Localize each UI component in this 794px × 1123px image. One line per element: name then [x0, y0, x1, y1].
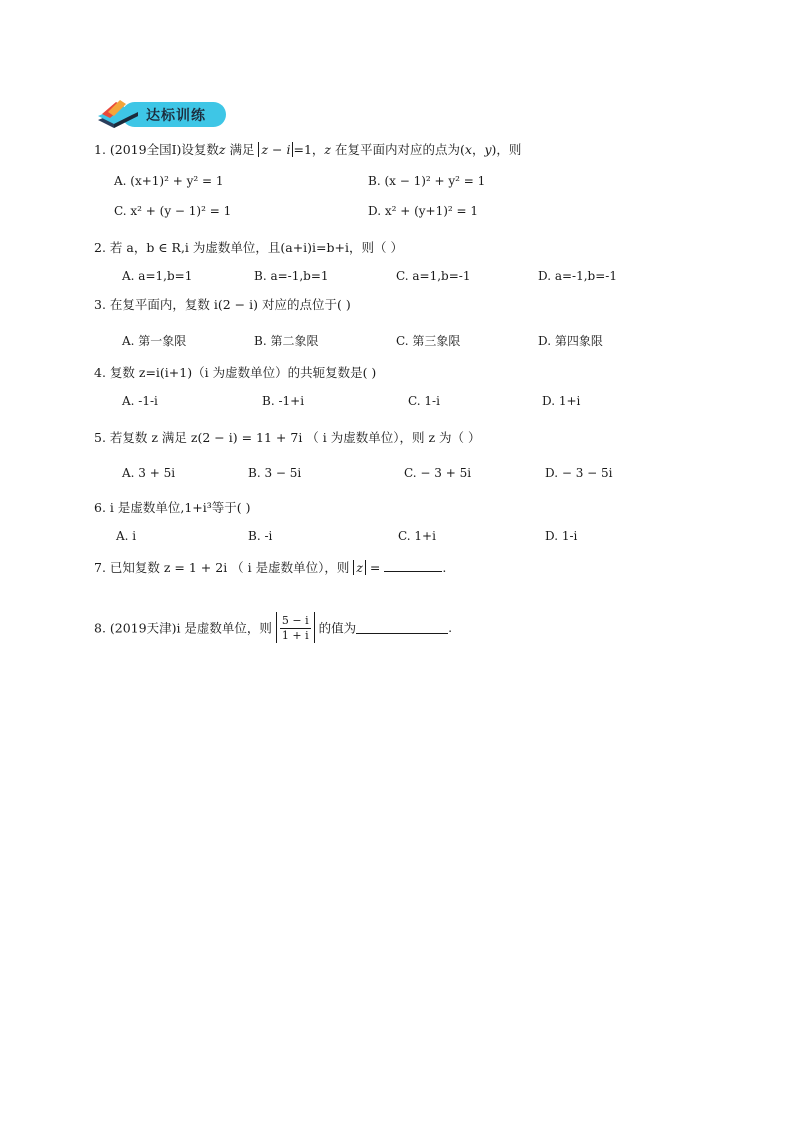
q8-abs-fraction: $\frac{5 - i}{1 + i}$	[276, 612, 315, 643]
q3-option-d[interactable]: D. 第四象限	[538, 334, 603, 348]
q4-option-d[interactable]: D. 1+i	[542, 394, 581, 408]
q8-stem: 8. (2019天津)i 是虚数单位，则 $\frac{5 - i}{1 + i}$ 的值为 .	[94, 614, 453, 642]
q3-stem: 3. 在复平面内，复数 i(2 − i) 对应的点位于( )	[94, 297, 351, 312]
q2-option-d[interactable]: D. a=-1,b=-1	[538, 269, 617, 283]
q1-stem: 1. (2019全国Ⅰ)设复数z 满足 z − i =1，z 在复平面内对应的点为(x，y)，则	[94, 142, 522, 157]
q4-option-b[interactable]: B. -1+i	[262, 394, 305, 408]
q5-option-b[interactable]: B. 3 − 5i	[248, 466, 302, 480]
q6-option-b[interactable]: B. -i	[248, 529, 273, 543]
q8-answer-blank[interactable]	[356, 621, 448, 634]
q6-option-c[interactable]: C. 1+i	[398, 529, 436, 543]
q1-abs: z − i	[258, 142, 293, 157]
q3-option-a[interactable]: A. 第一象限	[122, 334, 187, 348]
q3-option-b[interactable]: B. 第二象限	[254, 334, 319, 348]
q7-abs: z	[353, 560, 366, 575]
q4-option-a[interactable]: A. -1-i	[122, 394, 158, 408]
q6-option-d[interactable]: D. 1-i	[545, 529, 578, 543]
q4-option-c[interactable]: C. 1-i	[408, 394, 440, 408]
q1-option-c[interactable]: C. x² + (y − 1)² = 1	[114, 204, 232, 218]
books-icon	[94, 98, 142, 132]
q7-answer-blank[interactable]	[384, 559, 442, 572]
q2-stem: 2. 若 a，b ∈ R,i 为虚数单位，且(a+i)i=b+i，则（ ）	[94, 240, 403, 255]
q2-option-b[interactable]: B. a=-1,b=1	[254, 269, 329, 283]
section-badge	[94, 98, 228, 130]
section-title: 达标训练	[146, 108, 206, 124]
q1-option-a[interactable]: A. (x+1)² + y² = 1	[114, 174, 224, 188]
q5-stem: 5. 若复数 z 满足 z(2 − i) = 11 + 7i （ i 为虚数单位），则 z 为（ ）	[94, 430, 481, 445]
q1-option-d[interactable]: D. x² + (y+1)² = 1	[368, 204, 479, 218]
q2-option-a[interactable]: A. a=1,b=1	[122, 269, 193, 283]
q3-option-c[interactable]: C. 第三象限	[396, 334, 461, 348]
q5-option-d[interactable]: D. − 3 − 5i	[545, 466, 613, 480]
q7-stem: 7. 已知复数 z = 1 + 2i （ i 是虚数单位），则 z = .	[94, 560, 447, 575]
q6-stem: 6. i 是虚数单位,1+i³等于( )	[94, 500, 251, 515]
q1-option-b[interactable]: B. (x − 1)² + y² = 1	[368, 174, 486, 188]
q5-option-a[interactable]: A. 3 + 5i	[122, 466, 176, 480]
q5-option-c[interactable]: C. − 3 + 5i	[404, 466, 472, 480]
q4-stem: 4. 复数 z=i(i+1)（i 为虚数单位）的共轭复数是( )	[94, 365, 377, 380]
q2-option-c[interactable]: C. a=1,b=-1	[396, 269, 471, 283]
q6-option-a[interactable]: A. i	[116, 529, 137, 543]
